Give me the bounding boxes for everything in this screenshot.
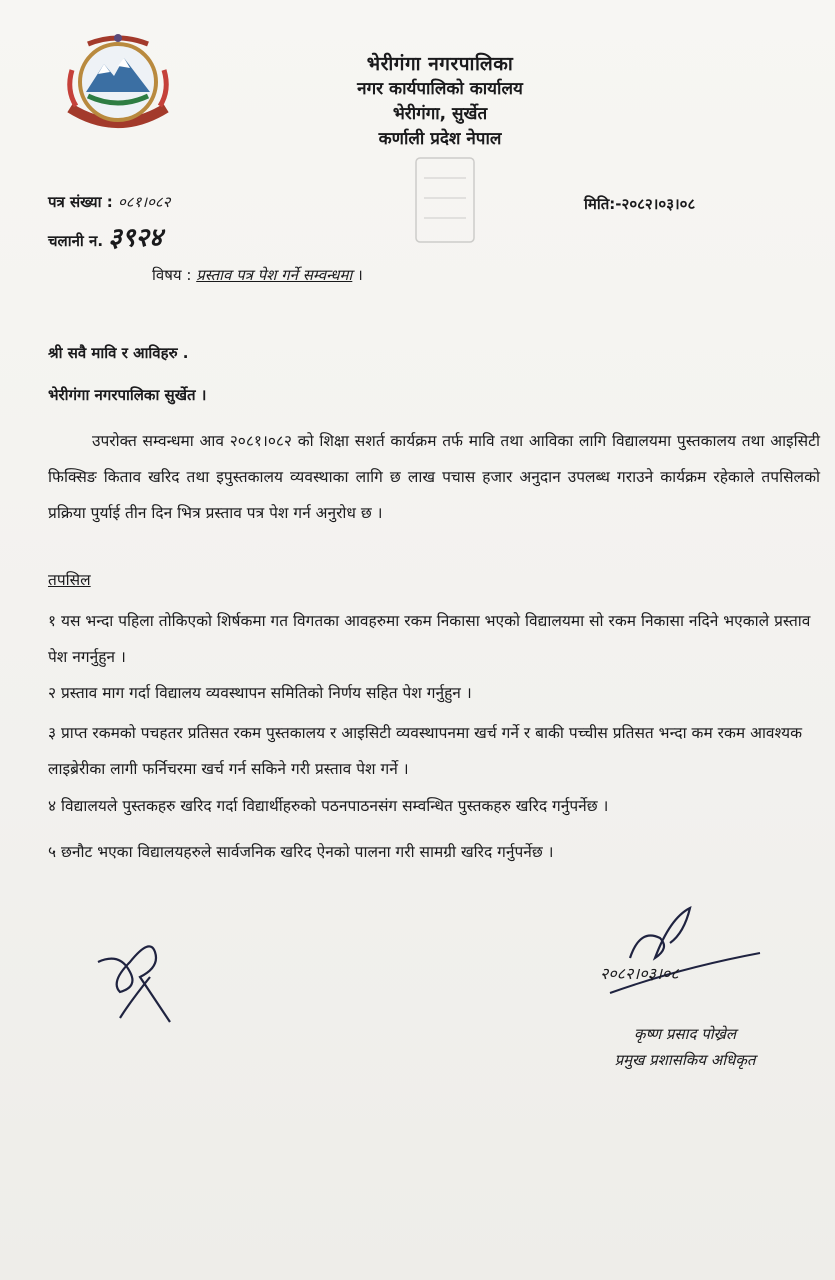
subject-line: [152, 265, 363, 285]
dispatch-number-label: चलानी न.: [48, 232, 104, 250]
org-name: भेरीगंगा नगरपालिका: [366, 53, 514, 75]
subject-end: ।: [357, 266, 363, 284]
office-name: नगर कार्यपालिको कार्यालय: [357, 79, 523, 99]
recipient-line-1: श्री सवै मावि र आविहरु .: [48, 344, 189, 362]
office-place: भेरीगंगा, सुर्खेत: [392, 104, 488, 124]
letter-date: मिति:-२०८२।०३।०८: [584, 195, 696, 213]
signer-title: प्रमुख प्रशासकिय अधिकृत: [614, 1051, 756, 1069]
recipient-line-2: भेरीगंगा नगरपालिका सुर्खेत ।: [48, 386, 207, 404]
dispatch-number-value: ३९२४: [108, 223, 163, 253]
signature-date: २०८२।०३।०८: [600, 964, 679, 983]
letter-number-label: पत्र संख्या :: [48, 193, 113, 211]
tapsil-item-4: ४ विद्यालयले पुस्तकहरु खरिद गर्दा विद्यार्थीहरुको पठनपाठनसंग सम्वन्धित पुस्तकहरु खरिद गर्नुपर्नेछ ।: [48, 797, 609, 815]
body-paragraph: उपरोक्त सम्वन्धमा आव २०८१।०८२ को शिक्षा सशर्त कार्यक्रम तर्फ मावि तथा आविका लागि विद्यालयमा पुस्तकालय तथा आइसिटी फिक्सिङ किताव खरिद तथा इपुस्तकालय व्यवस्थाका लागि छ लाख पचास हजार अनुदान उपलब्ध गराउने कार्यक्रम रहेकाले तपसिलको प्रक्रिया पुर्याई तीन दिन भित्र प्रस्ताव पत्र पेश गर्न अनुरोध छ ।: [48, 432, 820, 522]
faint-stamp-mark: [410, 150, 480, 250]
letter-number-value: ०८१।०८२: [117, 193, 171, 211]
tapsil-item-3: ३ प्राप्त रकमको पचहतर प्रतिसत रकम पुस्तकालय र आइसिटी व्यवस्थापनमा खर्च गर्ने र बाकी पच्चीस प्रतिसत भन्दा कम रकम आवश्यक लाइब्रेरीका लागी फर्निचरमा खर्च गर्न सकिने गरी प्रस्ताव पेश गर्ने ।: [48, 724, 803, 778]
dispatch-number: [48, 218, 162, 254]
tapsil-item-2: २ प्रस्ताव माग गर्दा विद्यालय व्यवस्थापन समितिको निर्णय सहित पेश गर्नुहुन ।: [48, 684, 472, 702]
letter-number: [48, 192, 170, 212]
subject-label: विषय :: [152, 266, 192, 284]
tapsil-item-5: ५ छनौट भएका विद्यालयहरुले सार्वजनिक खरिद ऐनको पालना गरी सामग्री खरिद गर्नुपर्नेछ ।: [48, 843, 554, 861]
signer-name: कृष्ण प्रसाद पोख्रेल: [633, 1025, 737, 1043]
tapsil-heading: तपसिल: [48, 571, 91, 589]
province-name: कर्णाली प्रदेश नेपाल: [378, 129, 502, 149]
tapsil-item-1: १ यस भन्दा पहिला तोकिएको शिर्षकमा गत विगतका आवहरुमा रकम निकासा भएको विद्यालयमा सो रकम निकासा नदिने भएकाले प्रस्ताव पेश नगर्नुहुन ।: [48, 612, 811, 666]
letterhead: [300, 52, 580, 152]
nepal-emblem-logo: [58, 30, 178, 140]
subject-text: प्रस्ताव पत्र पेश गर्ने सम्वन्धमा: [196, 266, 353, 284]
right-signature: [600, 898, 770, 1008]
left-signature: [90, 922, 200, 1032]
